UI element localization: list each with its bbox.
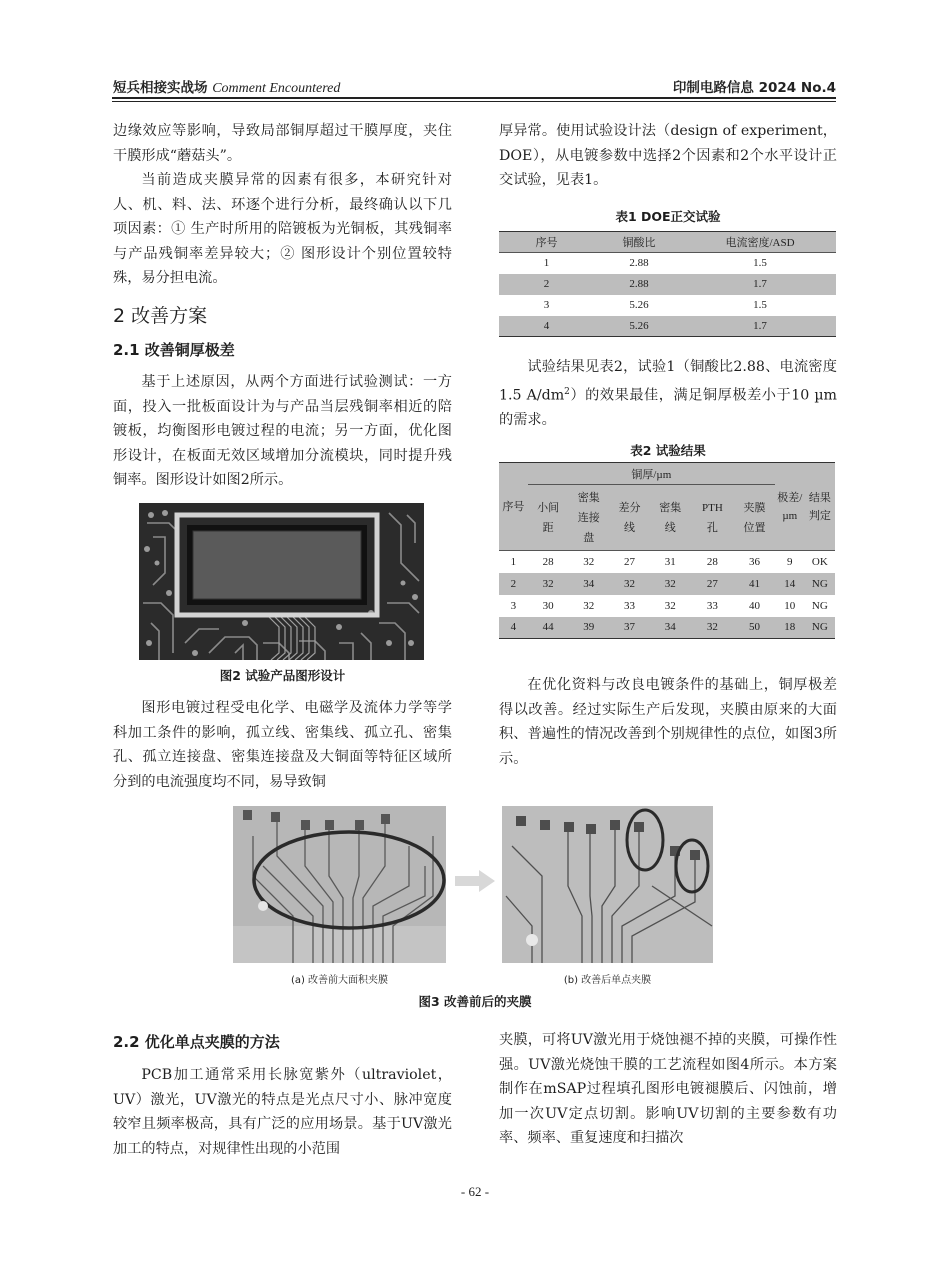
table-row	[499, 253, 836, 274]
table-cell: 1	[543, 257, 550, 270]
running-header-right: 印制电路信息 2024 No.4	[672, 80, 836, 96]
table-cell: 1.5	[753, 257, 767, 270]
table-cell: 27	[624, 555, 636, 568]
table-2-col-result: 结果判定	[808, 491, 831, 522]
table-cell: 1.7	[753, 278, 767, 290]
right-paragraph-2-text-a: 试验结果见表2，试验1（铜酸比2.88、电流密度1.5 A/dm	[499, 359, 837, 404]
table-2-sub-header: PTH孔	[701, 501, 723, 534]
left-paragraph-4: 图形电镀过程受电化学、电磁学及流体力学等学科加工条件的影响，孤立线、密集线、孤立孔、密集孔、孤立连接盘、密集连接盘及大铜面等特征区域所分到的电流强度均不同，易导致铜	[113, 700, 452, 790]
superscript: 2	[564, 386, 570, 397]
figure-3a-subcaption: (a) 改善前大面积夹膜	[290, 975, 389, 986]
table-cell: 32	[624, 577, 636, 590]
table-row	[499, 617, 835, 639]
table-cell: 2.88	[629, 257, 649, 270]
table-cell: 10	[784, 599, 796, 612]
table-cell: 32	[583, 555, 595, 568]
table-cell: 30	[542, 599, 554, 612]
running-header-left	[113, 76, 340, 97]
figure-3a-image	[233, 806, 446, 963]
table-1	[499, 231, 836, 337]
section-heading-2-1: 2.1 改善铜厚极差	[113, 341, 235, 359]
table-cell: 5.26	[629, 299, 649, 311]
table-cell: 33	[624, 599, 636, 612]
header-rule-thin	[112, 101, 836, 102]
table-2	[499, 462, 835, 639]
right-paragraph-1: 厚异常。使用试验设计法（design of experiment，DOE），从电镀参数中选择2个因素和2个水平设计正交试验，见表1。	[499, 123, 837, 189]
table-cell: 4	[510, 621, 517, 634]
table-row	[499, 551, 835, 573]
table-cell: 40	[749, 599, 761, 612]
table-2-sub-header: 差分线	[618, 501, 641, 534]
left-paragraph-1: 边缘效应等影响，导致局部铜厚超过干膜厚度，夹住干膜形成“蘑菇头”。	[113, 123, 452, 164]
table-cell: OK	[811, 555, 828, 568]
left-paragraph-3: 基于上述原因，从两个方面进行试验测试：一方面，投入一批板面设计为与产品当层残铜率相近的陪镀板，均衡图形电镀过程的电流；另一方面，优化图形设计，在板面无效区域增加分流模块，同时提升残铜率。图形设计如图2所示。	[113, 374, 452, 489]
table-row	[499, 595, 835, 617]
table-1-header-cell: 电流密度/ASD	[725, 237, 795, 249]
table-2-sub-header: 夹膜位置	[743, 501, 766, 534]
section-heading-2-2: 2.2 优化单点夹膜的方法	[113, 1033, 280, 1051]
section-heading-2: 2 改善方案	[113, 305, 208, 327]
table-cell: 37	[624, 621, 636, 634]
figure-2-caption: 图2 试验产品图形设计	[219, 668, 346, 683]
table-row	[499, 316, 836, 337]
table-cell: NG	[811, 621, 828, 634]
table-cell: 3	[510, 599, 517, 612]
page-number: - 62 -	[460, 1184, 490, 1199]
figure-3b-subcaption: (b) 改善后单点夹膜	[563, 975, 652, 986]
table-cell: 27	[706, 577, 718, 590]
table-cell: NG	[811, 599, 828, 612]
table-row	[499, 274, 836, 295]
table-cell: 4	[543, 319, 550, 332]
table-2-header-row-1	[499, 463, 835, 485]
table-1-header-cell: 序号	[535, 237, 558, 249]
table-cell: 32	[583, 599, 595, 612]
left-paragraph-2: 当前造成夹膜异常的因素有很多，本研究针对人、机、料、法、环逐个进行分析，最终确认以下几项因素：① 生产时所用的陪镀板为光铜板，其残铜率与产品残铜率差异较大；② 图形设计个别位置较特殊，易分担电流。	[113, 172, 452, 287]
table-cell: 41	[749, 577, 761, 590]
table-cell: 34	[664, 621, 676, 634]
table-2-sub-header: 密集连接盘	[577, 491, 600, 544]
table-cell: 2	[543, 278, 550, 290]
table-cell: 36	[749, 555, 761, 568]
table-cell: 2.88	[629, 278, 649, 290]
table-cell: 28	[542, 555, 554, 568]
table-row	[499, 295, 836, 316]
table-2-group-header: 铜厚/µm	[528, 463, 775, 485]
table-2-sub-header: 小间距	[537, 501, 560, 534]
table-cell: 34	[583, 577, 595, 590]
journal-column-en: Comment Encountered	[212, 81, 341, 96]
table-cell: 14	[784, 577, 796, 590]
table-cell: 1.5	[753, 299, 767, 311]
right-paragraph-2	[499, 355, 837, 433]
table-row	[499, 573, 835, 595]
bottom-left-paragraph: PCB加工通常采用长脉宽紫外（ultraviolet，UV）激光，UV激光的特点是光点尺寸小、脉冲宽度较窄且频率极高，具有广泛的应用场景。基于UV激光加工的特点，对规律性出现的小范围	[113, 1067, 452, 1157]
table-cell: 32	[664, 577, 676, 590]
table-cell: 32	[542, 577, 554, 590]
table-1-header-cell: 铜酸比	[622, 237, 656, 249]
table-cell: 33	[706, 599, 718, 612]
table-cell: 39	[583, 621, 595, 634]
pcb-before-photo	[233, 806, 446, 963]
table-cell: 18	[784, 621, 796, 634]
table-cell: NG	[811, 577, 828, 590]
header-rule	[112, 97, 836, 99]
table-cell: 44	[542, 621, 554, 634]
right-paragraph-3: 在优化资料与改良电镀条件的基础上，铜厚极差得以改善。经过实际生产后发现，夹膜由原来的大面积、普遍性的情况改善到个别规律性的点位，如图3所示。	[499, 677, 837, 767]
table-cell: 3	[543, 299, 550, 311]
table-1-title: 表1 DOE正交试验	[615, 209, 721, 224]
table-cell: 5.26	[629, 319, 649, 332]
table-cell: 1.7	[753, 319, 767, 332]
table-cell: 9	[787, 555, 793, 568]
figure-3-caption: 图3 改善前后的夹膜	[418, 994, 532, 1009]
table-cell: 32	[706, 621, 718, 634]
figure-3b-image	[502, 806, 713, 963]
table-2-col-range: 极差/µm	[777, 491, 803, 522]
table-1-header-row	[499, 232, 836, 253]
table-cell: 32	[664, 599, 676, 612]
table-2-col-seq: 序号	[502, 500, 525, 513]
table-cell: 50	[749, 621, 761, 634]
table-2-title: 表2 试验结果	[630, 443, 706, 458]
bottom-right-paragraph: 夹膜，可将UV激光用于烧蚀褪不掉的夹膜，可操作性强。UV激光烧蚀干膜的工艺流程如图4所示。本方案制作在mSAP过程填孔图形电镀褪膜后、闪蚀前，增加一次UV定点切割。影响UV切割的主要参数有功率、频率、重复速度和扫描次	[499, 1032, 837, 1147]
table-cell: 1	[510, 555, 517, 568]
pcb-pattern-graphic	[139, 503, 424, 660]
table-cell: 2	[510, 577, 517, 590]
table-cell: 31	[664, 555, 676, 568]
pcb-after-photo	[502, 806, 713, 963]
right-paragraph-2-text-b: ）的效果最佳，满足铜厚极差小于10 µm的需求。	[499, 387, 837, 428]
table-2-sub-header: 密集线	[659, 501, 682, 534]
figure-2-image	[139, 503, 424, 660]
journal-column-cn: 短兵相接实战场	[113, 80, 208, 96]
table-cell: 28	[706, 555, 718, 568]
arrow-icon	[455, 870, 495, 896]
